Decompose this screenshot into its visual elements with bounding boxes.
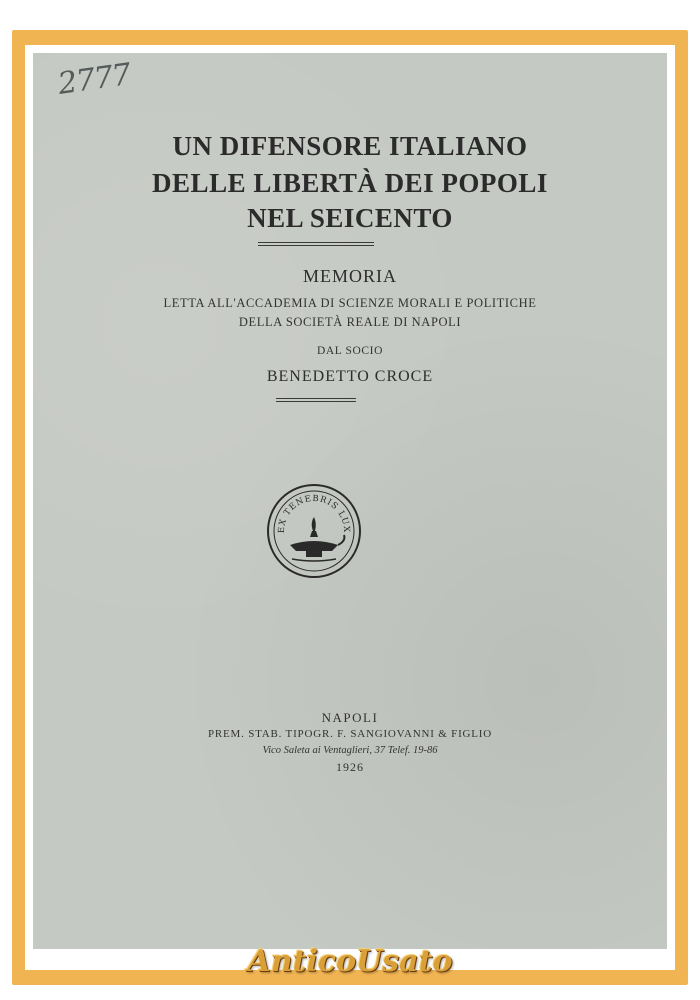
title-divider-top — [258, 242, 374, 243]
title-line-1: UN DIFENSORE ITALIANO — [172, 131, 528, 161]
subtitle-line-2: DELLA SOCIETÀ REALE DI NAPOLI — [238, 315, 462, 329]
handwritten-number: 2777 — [55, 57, 133, 102]
seal-motto: EX TENEBRIS LUX — [276, 493, 352, 534]
author-divider-top — [276, 398, 356, 399]
title-divider-bottom — [258, 245, 374, 246]
anticousato-logo — [0, 944, 700, 979]
publisher-printer: PREM. STAB. TIPOGR. F. SANGIOVANNI & FIGLIO — [207, 728, 493, 740]
logo-text: AnticoUsato — [247, 944, 453, 979]
title-line-3: NEL SEICENTO — [247, 203, 453, 233]
publisher-city: NAPOLI — [321, 710, 379, 725]
publisher-address: Vico Saleta ai Ventaglieri, 37 Telef. 19-86 — [262, 745, 438, 756]
title-line-2: DELLE LIBERTÀ DEI POPOLI — [152, 168, 548, 198]
memoria-heading: MEMORIA — [302, 266, 397, 286]
author-divider-bottom — [276, 401, 356, 402]
dal-socio-label: DAL SOCIO — [317, 345, 383, 357]
subtitle-line-1: LETTA ALL'ACCADEMIA DI SCIENZE MORALI E POLITICHE — [163, 296, 537, 310]
lamp-seal-emblem — [266, 483, 362, 579]
publication-year: 1926 — [336, 760, 364, 774]
author-name: BENEDETTO CROCE — [266, 368, 434, 385]
